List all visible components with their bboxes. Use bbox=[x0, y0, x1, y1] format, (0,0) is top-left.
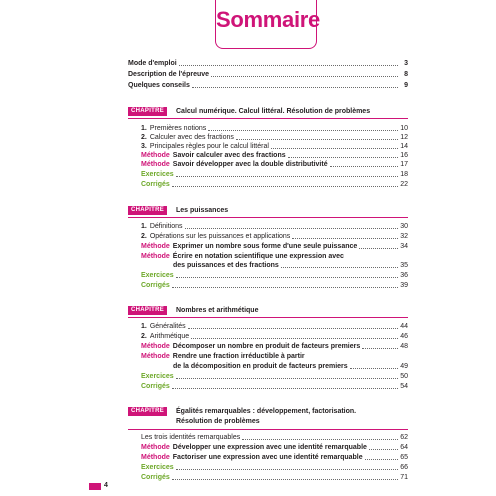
toc-exercises[interactable]: Exercices 36 bbox=[141, 272, 408, 279]
toc-exercises[interactable]: Exercices 66 bbox=[141, 464, 408, 471]
page-title: Sommaire bbox=[216, 7, 320, 32]
toc-method[interactable]: Méthode Savoir calculer avec des fractions 16 bbox=[141, 152, 408, 159]
toc-entry[interactable]: Les trois identités remarquables 62 bbox=[141, 434, 408, 441]
toc-method[interactable]: Méthode Savoir développer avec la double distributivité 17 bbox=[141, 161, 408, 168]
chapter-divider bbox=[128, 429, 408, 430]
toc-corrections[interactable]: Corrigés 22 bbox=[141, 181, 408, 188]
toc-method[interactable]: Méthode Exprimer un nombre sous forme d'une seule puissance 34 bbox=[141, 243, 408, 250]
toc-entry-intro-2[interactable]: Description de l'épreuve 8 bbox=[128, 71, 408, 78]
chapter-title: Calcul numérique. Calcul littéral. Résolution de problèmes bbox=[176, 108, 371, 115]
toc-entry-intro-1[interactable]: Mode d'emploi 3 bbox=[128, 60, 408, 67]
chapter-title: Les puissances bbox=[176, 207, 229, 214]
toc-exercises[interactable]: Exercices 18 bbox=[141, 171, 408, 178]
chapter-divider bbox=[128, 217, 408, 218]
toc-method[interactable]: Méthode Factoriser une expression avec une identité remarquable 65 bbox=[141, 454, 408, 461]
toc-exercises[interactable]: Exercices 50 bbox=[141, 373, 408, 380]
chapter-divider bbox=[128, 317, 408, 318]
toc-method[interactable]: Méthode Développer une expression avec une identité remarquable 64 bbox=[141, 444, 408, 451]
title-box bbox=[215, 0, 320, 49]
chapter-title-line2: Résolution de problèmes bbox=[176, 418, 260, 425]
toc-entry[interactable]: 1. Définitions 30 bbox=[141, 223, 408, 230]
toc-method[interactable]: Méthode Décomposer un nombre en produit de facteurs premiers 48 bbox=[141, 343, 408, 350]
chapter-tag: CHAPITRE 4 bbox=[128, 407, 167, 416]
chapter-divider bbox=[128, 118, 408, 119]
chapter-tag: CHAPITRE 1 bbox=[128, 107, 167, 116]
chapter-tag: CHAPITRE 2 bbox=[128, 206, 167, 215]
toc-entry[interactable]: 2. Arithmétique 46 bbox=[141, 333, 408, 340]
toc-method-first-line[interactable]: Méthode Rendre une fraction irréductible à partir bbox=[141, 353, 305, 360]
page-number: 4 bbox=[104, 482, 108, 489]
toc-corrections[interactable]: Corrigés 54 bbox=[141, 383, 408, 390]
toc-entry[interactable]: 1. Généralités 44 bbox=[141, 323, 408, 330]
toc-method-first-line[interactable]: Méthode Écrire en notation scientifique une expression avec bbox=[141, 253, 344, 260]
toc-entry-intro-3[interactable]: Quelques conseils 9 bbox=[128, 82, 408, 89]
toc-method-continuation[interactable]: de la décomposition en produit de facteurs premiers 49 bbox=[173, 363, 408, 370]
chapter-title: Égalités remarquables : développement, factorisation. bbox=[176, 408, 357, 415]
toc-method-continuation[interactable]: des puissances et des fractions 35 bbox=[173, 262, 408, 269]
chapter-tag: CHAPITRE 3 bbox=[128, 306, 167, 315]
footer-marker bbox=[89, 483, 101, 490]
chapter-title: Nombres et arithmétique bbox=[176, 307, 259, 314]
toc-corrections[interactable]: Corrigés 39 bbox=[141, 282, 408, 289]
toc-entry[interactable]: 1. Premières notions 10 bbox=[141, 125, 408, 132]
toc-entry[interactable]: 3. Principales règles pour le calcul littéral 14 bbox=[141, 143, 408, 150]
toc-entry[interactable]: 2. Calculer avec des fractions 12 bbox=[141, 134, 408, 141]
toc-entry[interactable]: 2. Opérations sur les puissances et applications 32 bbox=[141, 233, 408, 240]
toc-corrections[interactable]: Corrigés 71 bbox=[141, 474, 408, 481]
